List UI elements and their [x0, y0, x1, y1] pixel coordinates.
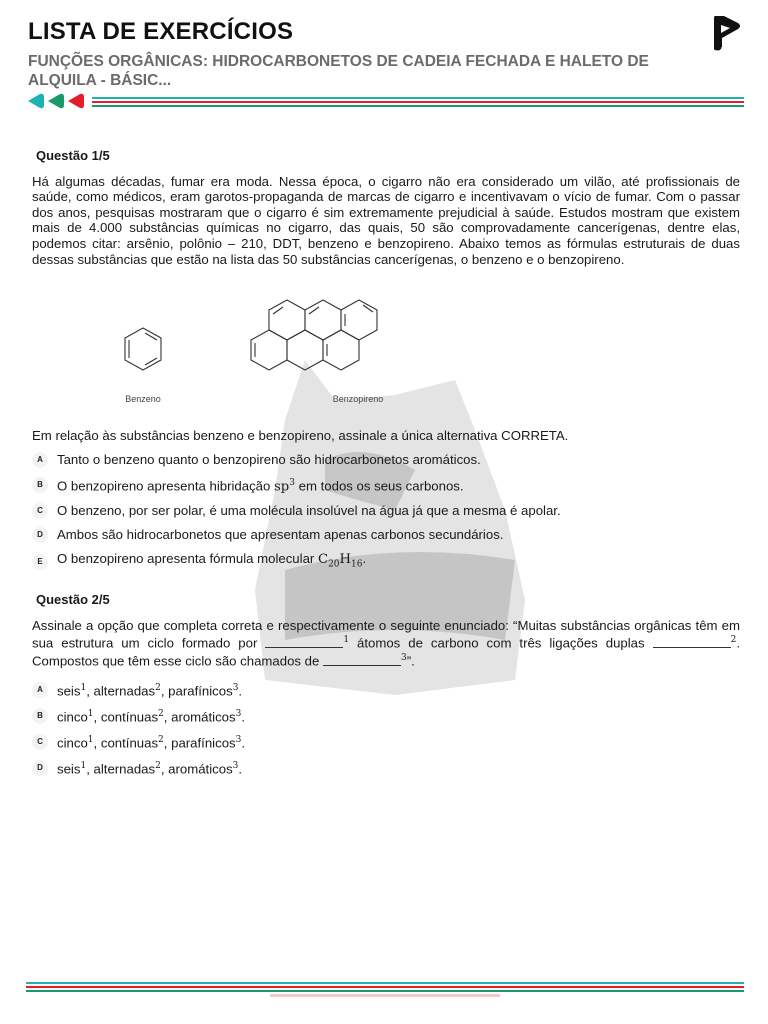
- page-title: LISTA DE EXERCÍCIOS: [28, 18, 294, 45]
- page-subtitle: FUNÇÕES ORGÂNICAS: HIDROCARBONETOS DE CADEIA FECHADA E HALETO DE ALQUILA - BÁSIC...: [28, 53, 649, 89]
- footer-strip: [270, 994, 500, 997]
- blank-2: [653, 636, 731, 648]
- question-1-prompt-block: [32, 428, 740, 573]
- option-letter: E: [32, 554, 48, 570]
- question-2-text: Assinale a opção que completa correta e respectivamente o seguinte enunciado: “Muitas substâncias orgânicas têm em sua estrutura um ciclo formado por $^1$ átomos de carbono com três ligações duplas $^2$. Compostos que têm esse ciclo são chamados de $^3$”.: [32, 617, 740, 669]
- option-letter: B: [32, 477, 48, 493]
- q2-option-c[interactable]: C cinco$^1$, contínuas$^2$, parafínicos$^3$.: [32, 733, 740, 751]
- chemical-structures-figure: [100, 270, 480, 410]
- q1-option-c[interactable]: C O benzeno, por ser polar, é uma molécula insolúvel na água já que a mesma é apolar.: [32, 503, 740, 519]
- q2-option-d[interactable]: D seis$^1$, alternadas$^2$, aromáticos$^3$.: [32, 759, 740, 777]
- question-1-prompt: Em relação às substâncias benzeno e benzopireno, assinale a única alternativa CORRETA.: [32, 428, 569, 443]
- option-letter: C: [32, 503, 48, 519]
- q1-option-a[interactable]: A Tanto o benzeno quanto o benzopireno são hidrocarbonetos aromáticos.: [32, 452, 740, 468]
- q2-option-b[interactable]: B cinco$^1$, contínuas$^2$, aromáticos$^3$.: [32, 707, 740, 725]
- question-2: [32, 592, 740, 777]
- option-letter: B: [32, 708, 48, 724]
- question-1-label: Questão 1/5: [36, 148, 110, 163]
- option-letter: D: [32, 760, 48, 776]
- page-header: [28, 18, 740, 90]
- benzopyrene-label: Benzopireno: [332, 394, 384, 404]
- q2-option-a[interactable]: A seis$^1$, alternadas$^2$, parafínicos$^3$.: [32, 681, 740, 699]
- blank-3: [323, 654, 401, 666]
- brand-arrows-icon: [26, 93, 86, 109]
- header-divider: [92, 97, 744, 109]
- q1-option-d[interactable]: D Ambos são hidrocarbonetos que apresentam apenas carbonos secundários.: [32, 527, 740, 543]
- q1-option-b[interactable]: B O benzopireno apresenta hibridação $sp^3$ em todos os seus carbonos.: [32, 476, 740, 495]
- option-letter: A: [32, 452, 48, 468]
- question-1: [32, 148, 740, 267]
- brand-logo-icon: [710, 16, 744, 52]
- question-2-label: Questão 2/5: [36, 592, 110, 607]
- benzene-label: Benzeno: [125, 394, 161, 404]
- blank-1: [265, 636, 343, 648]
- option-letter: A: [32, 682, 48, 698]
- option-letter: C: [32, 734, 48, 750]
- question-1-text: Há algumas décadas, fumar era moda. Nessa época, o cigarro não era considerado um vilão, até profissionais de saúde, como médicos, eram garotos-propaganda de marcas de cigarro e incentivavam o vício de fumar. Com o passar dos anos, pesquisas mostraram que o cigarro é sim extremamente prejudicial à saúde. Estudos mostram que existem mais de 4.000 substâncias químicas no cigarro, das quais, 50 são comprovadamente cancerígenas, dentre elas, podemos citar: arsênio, polônio – 210, DDT, benzeno e benzopireno. Abaixo temos as fórmulas estruturais de duas dessas substâncias que estão na lista das 50 substâncias cancerígenas, o benzeno e o benzopireno.: [32, 173, 740, 267]
- option-letter: D: [32, 527, 48, 543]
- q1-option-e[interactable]: E O benzopireno apresenta fórmula molecular $C_{20}H_{16}$.: [32, 551, 740, 573]
